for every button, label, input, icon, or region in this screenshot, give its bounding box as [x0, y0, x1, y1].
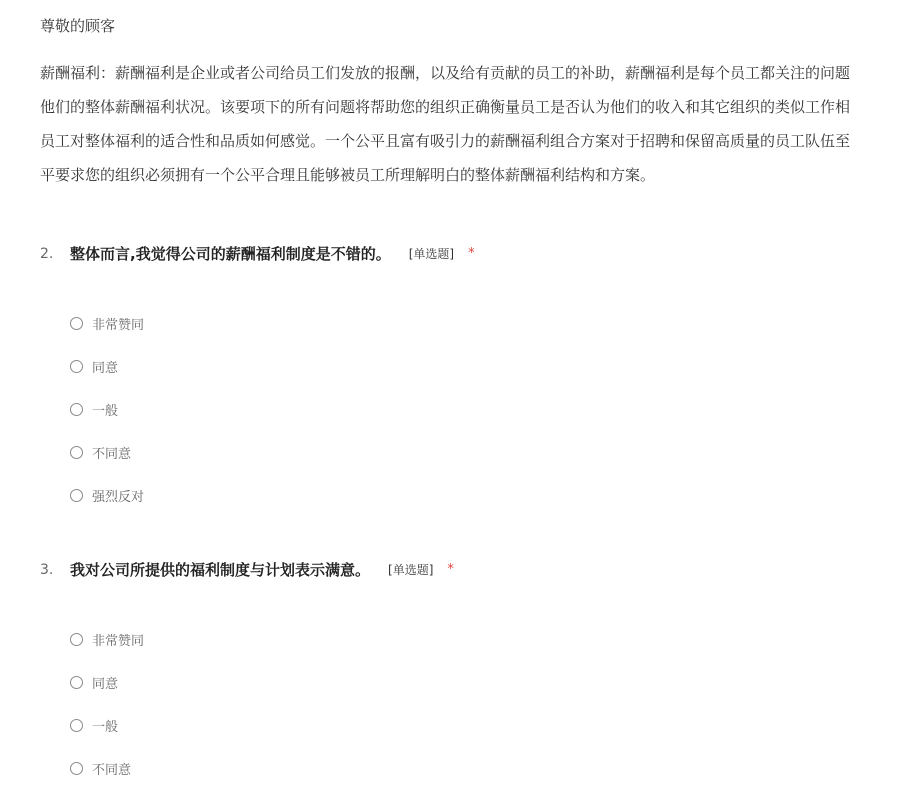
question-title: 整体而言,我觉得公司的薪酬福利制度是不错的。 [70, 245, 391, 263]
intro-line: 他们的整体薪酬福利状况。该要项下的所有问题将帮助您的组织正确衡量员工是否认为他们的收入和其它组织的类似工作相 [40, 98, 851, 116]
question-number: 3. [40, 561, 54, 578]
option-label: 一般 [92, 720, 119, 735]
option-label: 同意 [92, 361, 119, 376]
option-label: 不同意 [92, 763, 132, 778]
option-q2-agree[interactable] [70, 357, 118, 376]
question-3 [40, 559, 454, 580]
radio-button[interactable] [70, 360, 83, 373]
radio-button[interactable] [70, 317, 83, 330]
option-label: 一般 [92, 404, 119, 419]
option-q2-disagree[interactable] [70, 443, 131, 462]
radio-button[interactable] [70, 676, 83, 689]
question-number: 2. [40, 245, 54, 262]
option-q3-neutral[interactable] [70, 716, 118, 735]
question-header [40, 559, 454, 580]
option-label: 非常赞同 [92, 318, 145, 333]
option-label: 不同意 [92, 447, 132, 462]
option-label: 非常赞同 [92, 634, 145, 649]
required-marker: * [447, 562, 454, 577]
radio-button[interactable] [70, 403, 83, 416]
question-type-tag: [单选题] [388, 563, 434, 577]
option-q3-agree[interactable] [70, 673, 118, 692]
required-marker: * [468, 246, 475, 261]
question-2 [40, 243, 475, 264]
option-q2-strongly-agree[interactable] [70, 314, 144, 333]
intro-line: 平要求您的组织必须拥有一个公平合理且能够被员工所理解明白的整体薪酬福利结构和方案。 [40, 166, 656, 184]
radio-button[interactable] [70, 633, 83, 646]
question-type-tag: [单选题] [408, 247, 455, 261]
radio-button[interactable] [70, 446, 83, 459]
question-title: 我对公司所提供的福利制度与计划表示满意。 [70, 561, 371, 579]
intro-paragraph [40, 56, 900, 192]
option-q3-disagree[interactable] [70, 759, 131, 778]
option-label: 同意 [92, 677, 119, 692]
option-label: 强烈反对 [92, 490, 145, 505]
radio-button[interactable] [70, 489, 83, 502]
greeting-text: 尊敬的顾客 [40, 17, 116, 35]
question-header [40, 243, 475, 264]
intro-line: 薪酬福利：薪酬福利是企业或者公司给员工们发放的报酬，以及给有贡献的员工的补助，薪酬福利是每个员工都关注的问题 [40, 64, 851, 82]
radio-button[interactable] [70, 719, 83, 732]
intro-line: 员工对整体福利的适合性和品质如何感觉。一个公平且富有吸引力的薪酬福利组合方案对于招聘和保留高质量的员工队伍至 [40, 132, 851, 150]
radio-button[interactable] [70, 762, 83, 775]
option-q3-strongly-agree[interactable] [70, 630, 144, 649]
option-q2-neutral[interactable] [70, 400, 118, 419]
option-q2-strongly-oppose[interactable] [70, 486, 144, 505]
